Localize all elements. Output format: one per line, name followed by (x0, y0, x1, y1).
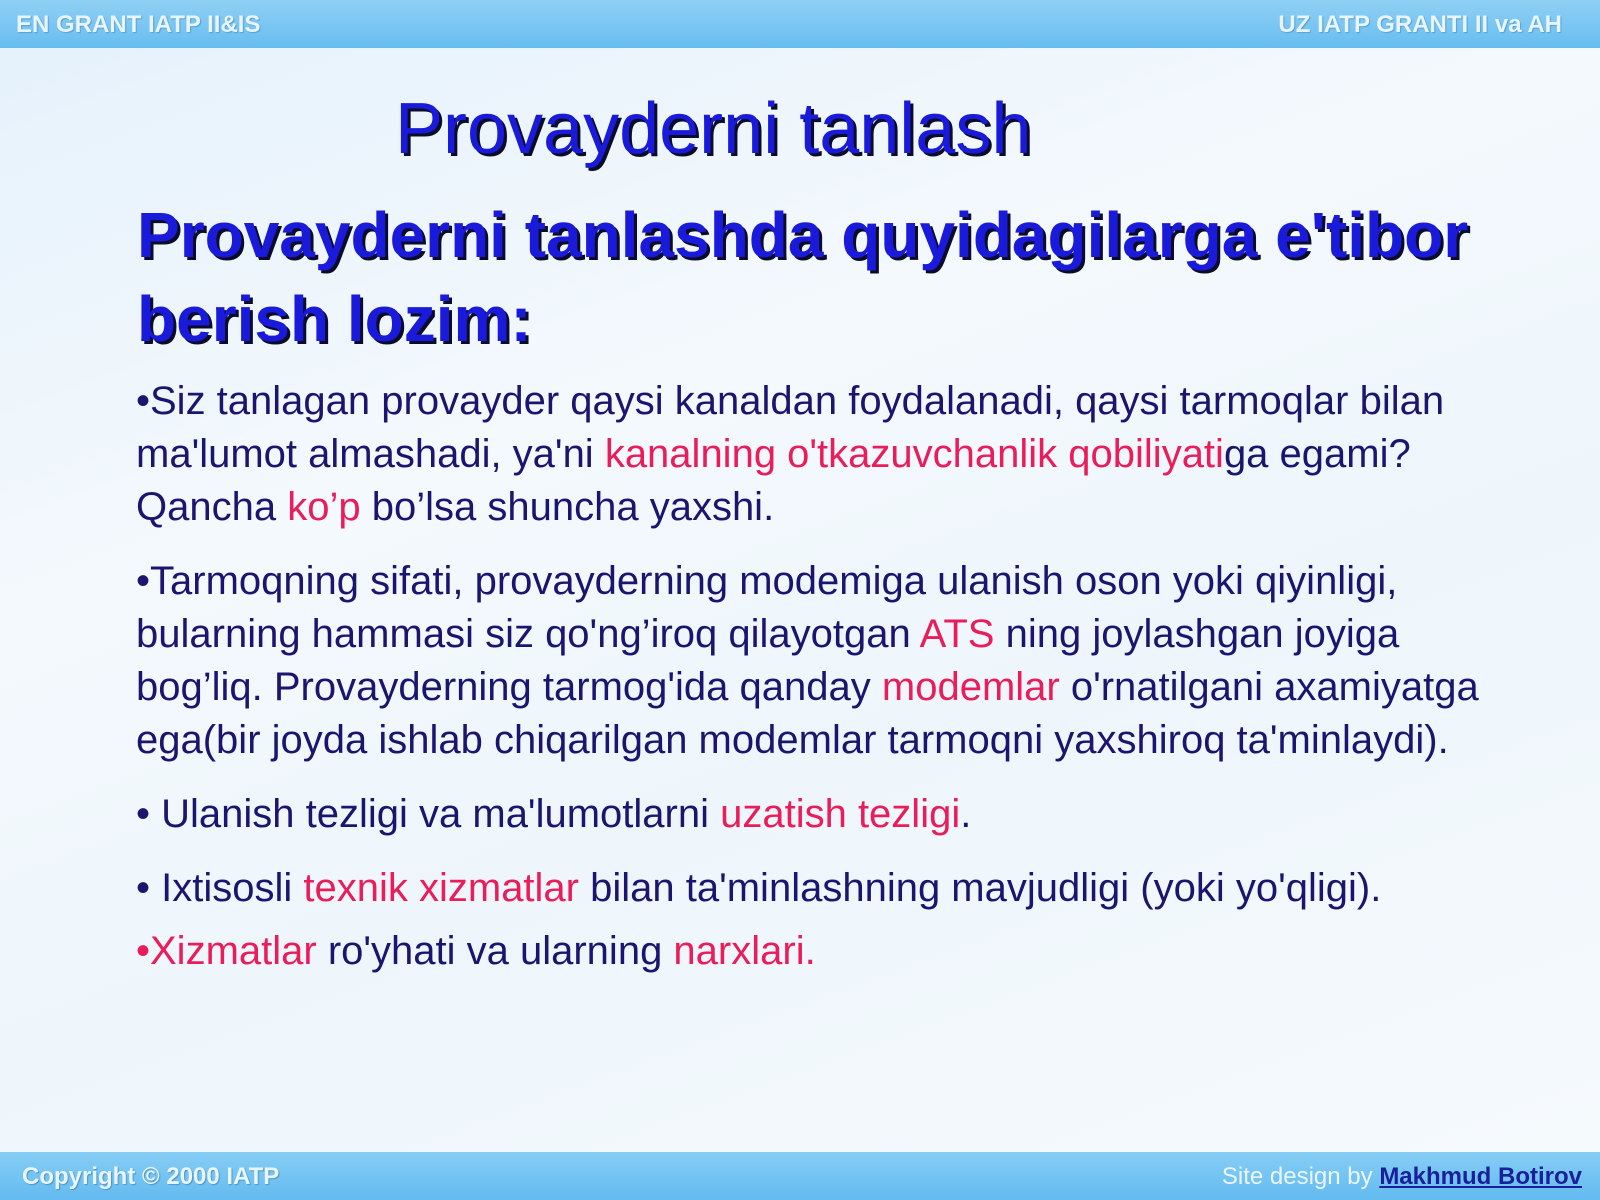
author-link[interactable]: Makhmud Botirov (1379, 1163, 1582, 1190)
bullet-text: • Ulanish tezligi va ma'lumotlarni (136, 792, 721, 836)
design-prefix: Site design by (1221, 1163, 1380, 1190)
bullet-text: o'rnatilgani axamiyatga ega(bir joyda ishlab chiqarilgan modemlar tarmoqni yaxshiroq ta'minlaydi). (136, 665, 1479, 762)
bullet-highlight: kanalning o'tkazuvchanlik qobiliyati (604, 432, 1224, 476)
header-left-text: EN GRANT IATP II&IS (16, 11, 261, 38)
copyright-text: Copyright © 2000 IATP (22, 1163, 280, 1190)
bullet-text: • Ixtisosli (136, 866, 304, 910)
bullet-text: ga egami? Qancha (136, 432, 1411, 529)
footer-bar (0, 1152, 1600, 1200)
header-right-text: UZ IATP GRANTI II va AH (1278, 11, 1562, 38)
slide-subtitle: Provayderni tanlashda quyidagilarga e'tibor berish lozim: (137, 199, 1469, 355)
bullet-text: ning joylashgan joyiga bog’liq. Provayderning tarmog'ida qanday (136, 612, 1400, 709)
header-bar (0, 0, 1600, 48)
bullet-highlight: ATS (919, 612, 995, 656)
bullet-item-speed (136, 788, 1516, 841)
bullet-text: •Tarmoqning sifati, provayderning modemiga ulanish oson yoki qiyinligi, bularning hammasi siz qo'ng’iroq qilayotgan (136, 559, 1398, 656)
site-design-credit (1222, 1163, 1582, 1191)
bullet-item-channel (136, 375, 1516, 534)
bullet-highlight: •Xizmatlar (136, 929, 317, 973)
bullet-item-services-prices (136, 925, 1516, 978)
bullet-highlight: texnik xizmatlar (303, 866, 579, 910)
slide-title: Provayderni tanlash (395, 89, 1032, 169)
bullet-text: ro'yhati va ularning (316, 929, 674, 973)
bullet-text: •Siz tanlagan provayder qaysi kanaldan foydalanadi, qaysi tarmoqlar bilan ma'lumot almashadi, ya'ni (136, 379, 1445, 476)
bullet-text: bo’lsa shuncha yaxshi. (360, 485, 775, 529)
bullet-text: bilan ta'minlashning mavjudligi (yoki yo'qligi). (579, 866, 1382, 910)
bullet-highlight: narxlari. (673, 929, 816, 973)
bullet-highlight: modemlar (881, 665, 1060, 709)
bullet-text: . (960, 792, 972, 836)
bullet-highlight: uzatish tezligi (720, 792, 961, 836)
bullet-list (136, 375, 1516, 999)
bullet-item-network-quality (136, 555, 1516, 767)
bullet-highlight: ko’p (287, 485, 361, 529)
bullet-item-tech-support (136, 862, 1516, 915)
